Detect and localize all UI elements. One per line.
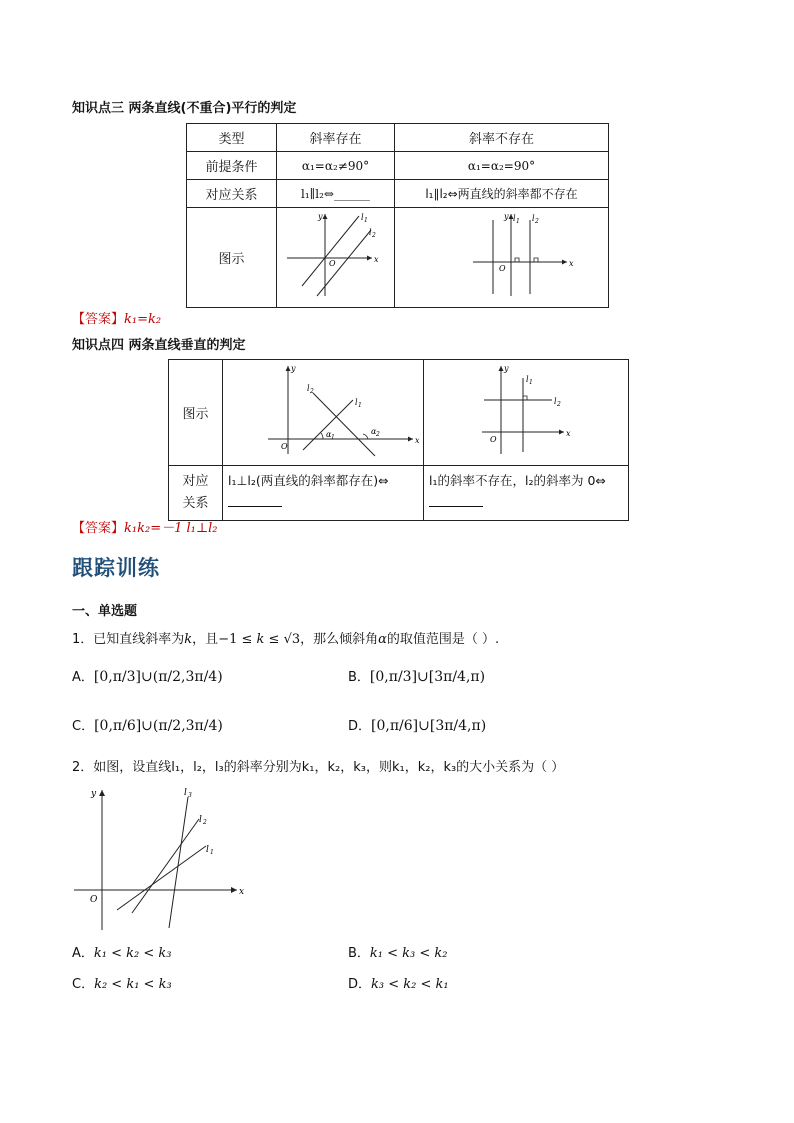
option-text: k₁ < k₂ < k₃: [93, 946, 172, 961]
o-label: O: [490, 435, 497, 444]
kp4-relation-right: [424, 466, 629, 521]
kp4-figure-axis: [424, 360, 629, 466]
question-1-stem: 1．已知直线斜率为k，且−1 ≤ k ≤ √3，那么倾斜角α的取值范围是（ ）.: [72, 632, 500, 647]
kp3-answer: [72, 308, 161, 327]
perpendicular-axis-graph: [424, 360, 628, 461]
kp4-answer: [72, 517, 217, 536]
q1-stem-part: 的取值范围是（ ）.: [386, 632, 500, 647]
question-1-option-c[interactable]: [72, 715, 223, 734]
l1-label: l: [355, 398, 358, 407]
l2-sub: 2: [203, 819, 207, 826]
option-text: k₁ < k₃ < k₂: [369, 946, 448, 961]
kp3-row-premise-none: α₁=α₂=90°: [395, 152, 609, 180]
q1-stem-part: ，那么倾斜角: [300, 632, 379, 647]
option-label: D．: [348, 719, 372, 734]
relation-left-text: l₁⊥l₂(两直线的斜率都存在)⇔: [228, 473, 389, 488]
q1-stem-part: 1．已知直线斜率为: [72, 632, 185, 647]
option-text: [0,π/6]∪(π/2,3π/4): [94, 718, 223, 734]
l2-label: l: [369, 228, 372, 237]
o-label: O: [499, 264, 506, 273]
alpha1-label: α: [326, 430, 332, 439]
question-2-graph: [72, 780, 252, 935]
l1-sub: 1: [529, 379, 533, 386]
relation-label-line2: 关系: [182, 496, 209, 511]
l1-label: l: [513, 214, 516, 223]
l1-label: l: [361, 213, 364, 222]
l3-sub: 3: [188, 792, 192, 799]
alpha2-label: α: [371, 427, 377, 436]
kp3-heading: 知识点三 两条直线(不重合)平行的判定: [72, 101, 297, 116]
o-label: O: [90, 895, 98, 905]
kp3-figure-vertical: [395, 208, 609, 308]
kp3-row-relation-none: l₁∥l₂⇔两直线的斜率都不存在: [395, 180, 609, 208]
answer-label: 【答案】: [72, 312, 125, 327]
kp4-figure-label: 图示: [169, 360, 223, 466]
kp3-row-figure-label: 图示: [187, 208, 277, 308]
l2-sub: 2: [372, 232, 376, 239]
kp3-figure-parallel: [277, 208, 395, 308]
kp3-table: [186, 123, 609, 308]
answer-value: k₁k₂=－1 l₁⊥l₂: [124, 521, 218, 536]
o-label: O: [329, 259, 336, 268]
answer-blank: [228, 495, 282, 507]
l1-sub: 1: [516, 218, 520, 225]
kp4-figure-slopes: [223, 360, 424, 466]
relation-right-text: l₁的斜率不存在，l₂的斜率为 0⇔: [429, 473, 606, 488]
answer-value: k₁=k₂: [124, 312, 162, 327]
option-text: [0,π/3]∪(π/2,3π/4): [93, 669, 223, 685]
kp4-table: [168, 359, 629, 521]
option-text: k₃ < k₂ < k₁: [371, 977, 449, 992]
x-label: x: [374, 255, 379, 264]
option-label: B．: [348, 670, 370, 685]
question-2-option-b[interactable]: [348, 942, 448, 961]
kp3-header-slope-none: 斜率不存在: [395, 124, 609, 152]
option-label: B．: [348, 946, 370, 961]
y-label: y: [291, 364, 296, 373]
kp3-row-premise-label: 前提条件: [187, 152, 277, 180]
kp3-header-slope-exists: 斜率存在: [277, 124, 395, 152]
option-text: k₂ < k₁ < k₃: [94, 977, 172, 992]
x-label: x: [569, 259, 574, 268]
kp3-row-relation-label: 对应关系: [187, 180, 277, 208]
x-label: x: [415, 436, 420, 445]
y-label: y: [91, 789, 97, 799]
perpendicular-slopes-graph: [223, 360, 423, 461]
l3-label: l: [184, 788, 187, 798]
alpha1-sub: 1: [331, 434, 335, 441]
l2-label: l: [307, 384, 310, 393]
kp4-relation-label: [169, 466, 223, 521]
question-1-option-a[interactable]: [72, 666, 223, 685]
question-2-option-d[interactable]: [348, 973, 449, 992]
alpha2-sub: 2: [376, 431, 380, 438]
kp4-relation-left: [223, 466, 424, 521]
kp3-header-type: 类型: [187, 124, 277, 152]
l2-sub: 2: [557, 401, 561, 408]
l1-sub: 1: [210, 849, 214, 856]
l1-label: l: [206, 845, 209, 855]
l2-label: l: [554, 397, 557, 406]
o-label: O: [281, 442, 288, 451]
kp4-heading: 知识点四 两条直线垂直的判定: [72, 338, 246, 353]
answer-label: 【答案】: [72, 521, 125, 536]
section-title: 跟踪训练: [72, 556, 160, 580]
answer-blank: [429, 495, 483, 507]
q1-stem-part: ，且: [192, 632, 219, 647]
option-label: C．: [72, 719, 95, 734]
vertical-lines-graph: [395, 208, 608, 303]
option-label: D．: [348, 977, 372, 992]
option-label: C．: [72, 977, 95, 992]
l2-sub: 2: [310, 388, 314, 395]
question-1-option-b[interactable]: [348, 666, 485, 685]
l1-label: l: [526, 375, 529, 384]
option-label: A．: [72, 946, 94, 961]
option-text: [0,π/6]∪[3π/4,π): [371, 718, 487, 734]
option-label: A．: [72, 670, 94, 685]
x-label: x: [566, 429, 571, 438]
l2-label: l: [199, 815, 202, 825]
y-label: y: [318, 212, 323, 221]
option-text: [0,π/3]∪[3π/4,π): [369, 669, 486, 685]
x-label: x: [239, 887, 245, 897]
y-label: y: [504, 212, 509, 221]
l2-sub: 2: [535, 218, 539, 225]
l2-label: l: [532, 214, 535, 223]
question-2-option-c[interactable]: [72, 973, 172, 992]
question-2-option-a[interactable]: [72, 942, 172, 961]
parallel-lines-graph: [277, 208, 394, 303]
kp3-row-relation-exists: l₁∥l₂⇔______: [277, 180, 395, 208]
y-label: y: [504, 364, 509, 373]
l1-sub: 1: [358, 402, 362, 409]
question-1-option-d[interactable]: [348, 715, 486, 734]
l1-sub: 1: [364, 217, 368, 224]
relation-label-line1: 对应: [182, 474, 209, 489]
question-2-stem: 2．如图，设直线l₁，l₂，l₃的斜率分别为k₁，k₂，k₃，则k₁，k₂，k₃的大小关系为（ ）: [72, 760, 565, 775]
kp3-row-premise-exists: α₁=α₂≠90°: [277, 152, 395, 180]
subsection-title: 一、单选题: [72, 604, 138, 619]
